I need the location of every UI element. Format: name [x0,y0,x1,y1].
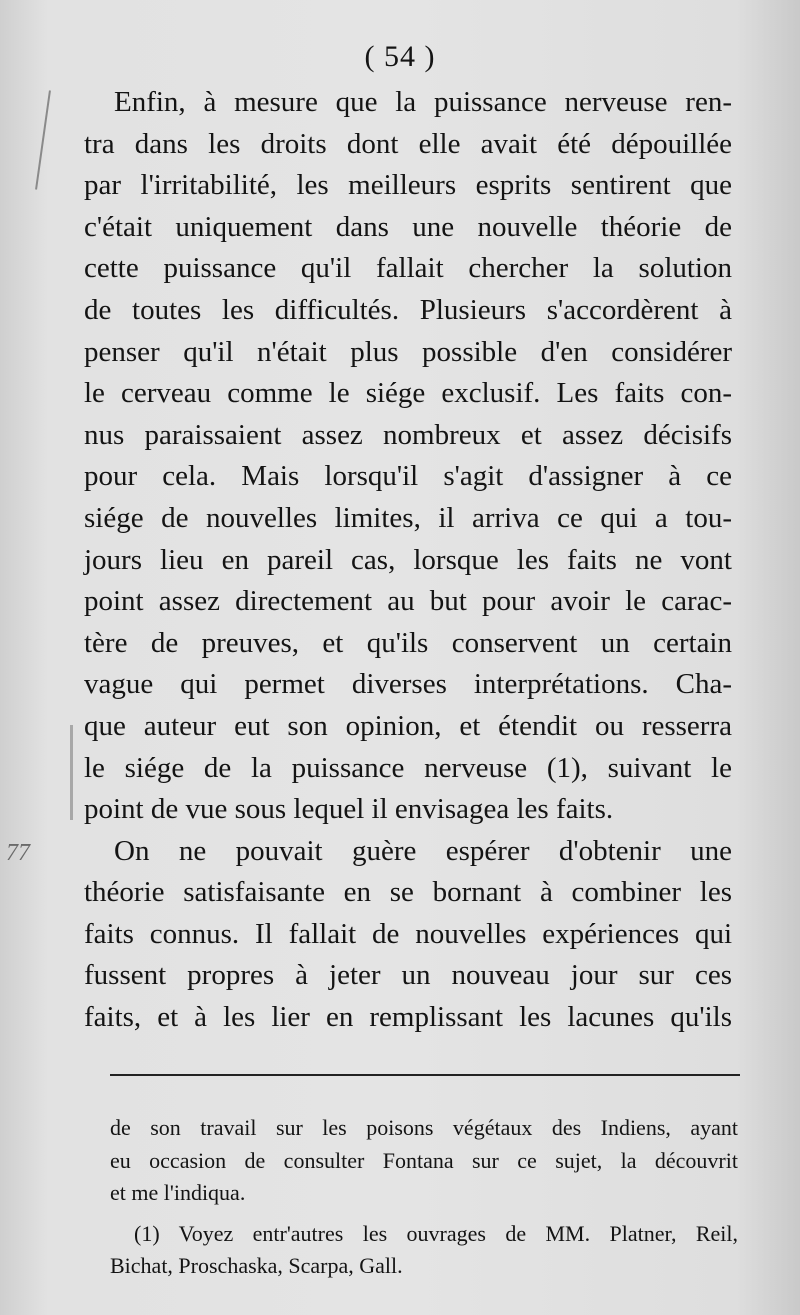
text-line: faits, et à les lier en remplissant les lacunes qu'ils [84,1001,732,1034]
text-line: c'était uniquement dans une nouvelle théorie de [84,210,732,243]
text-line: de toutes les difficultés. Plusieurs s'accordèrent à [84,293,732,326]
footnote-1 [110,1218,738,1283]
margin-pencil-shading [70,725,73,820]
text-line: On ne pouvait guère espérer d'obtenir une [114,834,732,867]
text-line: point assez directement au but pour avoir le carac- [84,585,732,618]
footnote-line: eu occasion de consulter Fontana sur ce sujet, la découvrit [110,1147,738,1173]
paragraph [84,82,732,831]
text-line: tère de preuves, et qu'ils conservent un certain [84,626,732,659]
text-line: tra dans les droits dont elle avait été dépouillée [84,127,732,160]
footnote-separator [110,1074,740,1076]
text-line: jours lieu en pareil cas, lorsque les faits ne vont [84,543,732,576]
paragraph [84,831,732,1039]
text-line: penser qu'il n'était plus possible d'en considérer [84,335,732,368]
text-line: fussent propres à jeter un nouveau jour sur ces [84,959,732,992]
text-line: que auteur eut son opinion, et étendit ou resserra [84,709,732,742]
text-line: point de vue sous lequel il envisagea les faits. [84,793,614,826]
text-line: par l'irritabilité, les meilleurs esprits sentirent que [84,169,732,202]
text-line: théorie satisfaisante en se bornant à combiner les [84,876,732,909]
footnote-line: de son travail sur les poisons végétaux des Indiens, ayant [110,1115,738,1140]
text-line: Enfin, à mesure que la puissance nerveuse ren- [114,86,732,118]
footnotes [110,1112,738,1283]
margin-annotation: 77 [6,840,30,866]
footnote-line: (1) Voyez entr'autres les ouvrages de MM. Platner, Reil, [134,1220,738,1246]
footnote-continuation [110,1112,738,1210]
text-line: le siége de la puissance nerveuse (1), suivant le [84,751,732,784]
text-line: cette puissance qu'il fallait chercher la solution [84,252,732,285]
text-line: siége de nouvelles limites, il arriva ce qui a tou- [84,501,732,534]
text-line: vague qui permet diverses interprétations. Cha- [84,668,732,701]
footnote-line: Bichat, Proschaska, Scarpa, Gall. [110,1253,403,1278]
text-line: pour cela. Mais lorsqu'il s'agit d'assigner à ce [84,460,732,493]
footnote-line: et me l'indiqua. [110,1180,246,1205]
text-line: le cerveau comme le siége exclusif. Les faits con- [84,377,732,410]
text-line: nus paraissaient assez nombreux et assez décisifs [84,418,732,451]
body-text [84,82,732,1039]
page-number: ( 54 ) [364,40,436,73]
margin-pencil-stroke [35,90,51,189]
text-line: faits connus. Il fallait de nouvelles expériences qui [84,917,732,950]
